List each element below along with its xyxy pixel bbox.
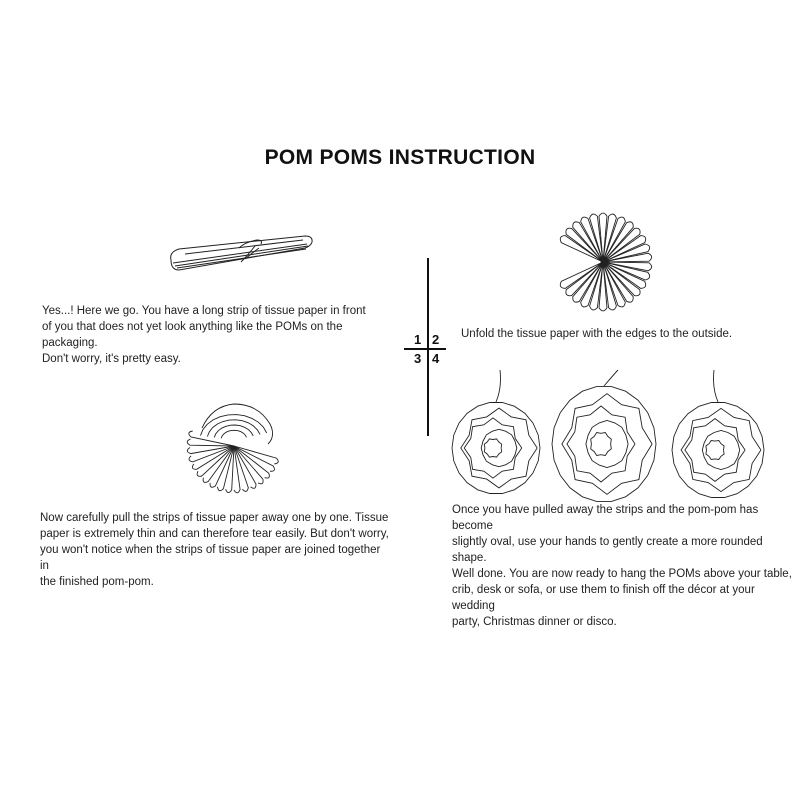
partial-pompom-illustration bbox=[172, 388, 292, 500]
finished-pompoms-illustration bbox=[446, 366, 776, 508]
horizontal-divider bbox=[404, 348, 446, 350]
step-number-4: 4 bbox=[432, 351, 440, 366]
step-4-text: Once you have pulled away the strips and the pom-pom has become slightly oval, use your hands to gently create a more rounded shape. Well done. You are now ready to hang the POMs above your table, crib, desk or sofa, or use them to finish off the décor at your wedding party, Christmas dinner or disco. bbox=[452, 504, 792, 628]
step-number-3: 3 bbox=[414, 351, 422, 366]
step-3-text: Now carefully pull the strips of tissue paper away one by one. Tissue paper is extremely thin and can therefore tear easily. But don't worry, you won't notice when the strips of tissue paper are joined together in the finished pom-pom. bbox=[40, 512, 389, 588]
step-1-text: Yes...! Here we go. You have a long strip of tissue paper in front of you that does not yet look anything like the POMs on the packaging. Don't worry, it's pretty easy. bbox=[42, 305, 366, 365]
folded-strip-illustration bbox=[165, 222, 315, 280]
vertical-divider bbox=[427, 258, 429, 436]
step-number-2: 2 bbox=[432, 332, 440, 347]
step-number-1: 1 bbox=[414, 332, 422, 347]
unfolded-fan-illustration bbox=[543, 212, 663, 312]
step-2-text: Unfold the tissue paper with the edges to the outside. bbox=[461, 328, 733, 340]
page-title: POM POMS INSTRUCTION bbox=[264, 146, 536, 169]
